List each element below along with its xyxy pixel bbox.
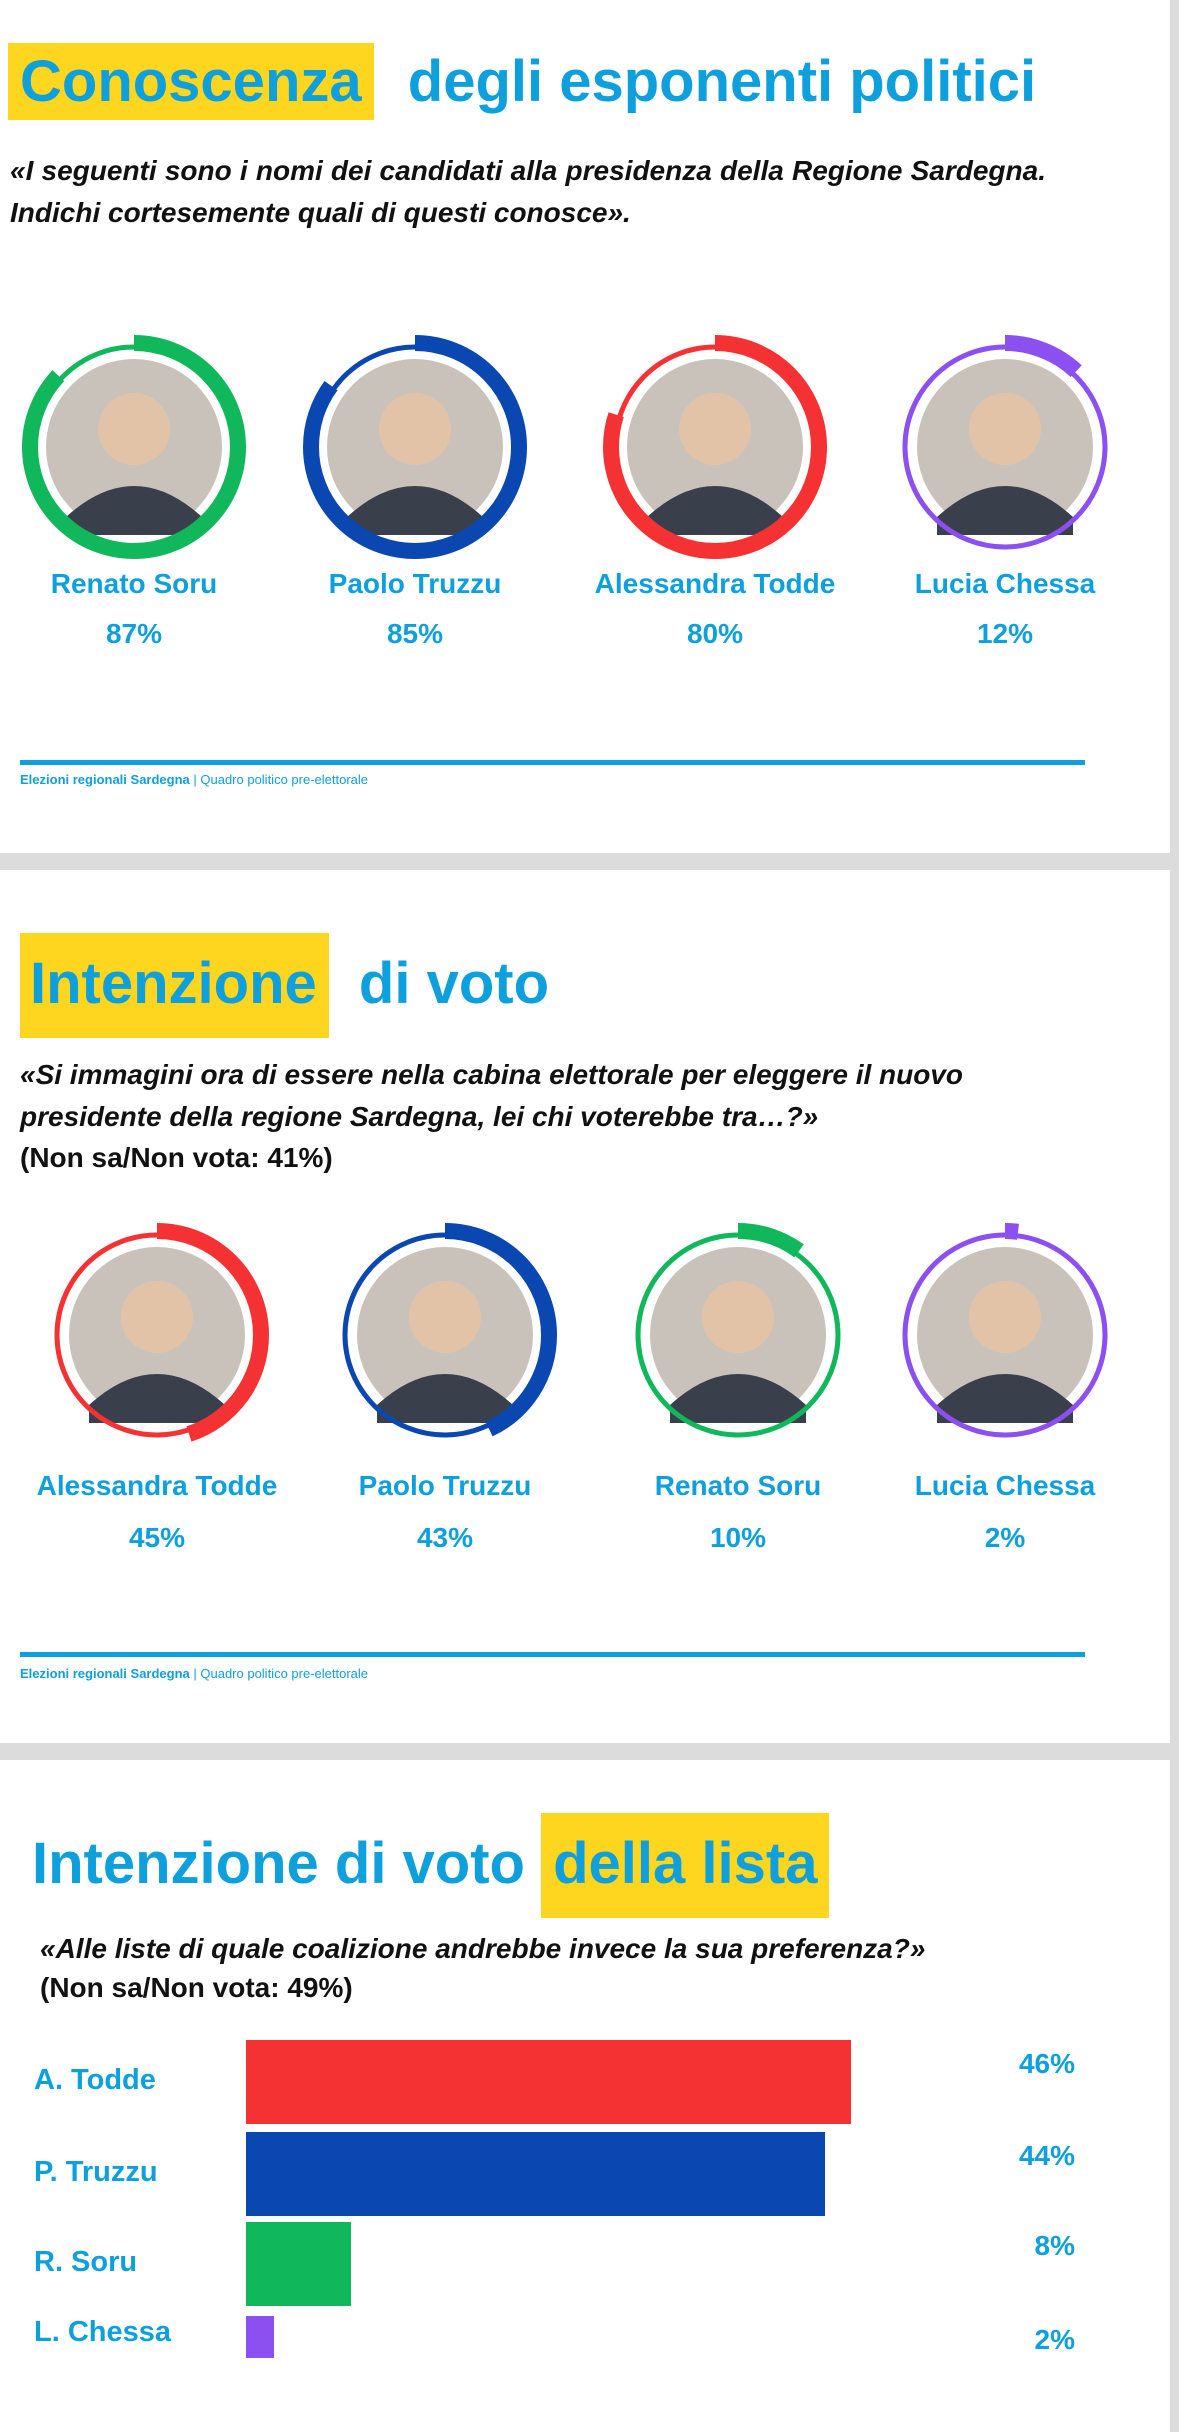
- knowledge-ring-renato-soru: [4, 317, 264, 577]
- slide1-title-rest: degli esponenti politici: [407, 49, 1037, 114]
- slide3-note: (Non sa/Non vota: 49%): [40, 1972, 353, 2003]
- list-label-r-soru: R. Soru: [34, 2246, 138, 2278]
- slide2-note: (Non sa/Non vota: 41%): [20, 1142, 333, 1173]
- avatar-paolo-truzzu: [357, 1247, 533, 1423]
- knowledge-value-paolo-truzzu: 85%: [386, 618, 444, 649]
- list-bar-p-truzzu: [246, 2132, 825, 2216]
- list-label-p-truzzu: P. Truzzu: [34, 2156, 158, 2188]
- knowledge-name-paolo-truzzu: Paolo Truzzu: [328, 568, 502, 599]
- slide3-title-highlight: della lista: [541, 1813, 829, 1918]
- slide2-footer: [20, 1666, 368, 1681]
- list-value-p-truzzu: 44%: [1018, 2140, 1075, 2171]
- slide2-footer-rule: [20, 1652, 1085, 1657]
- slide3-title: [32, 1830, 829, 1897]
- list-label-l-chessa: L. Chessa: [34, 2316, 171, 2348]
- slide2-title: [20, 950, 549, 1017]
- list-bar-l-chessa: [246, 2316, 274, 2358]
- knowledge-value-alessandra-todde: 80%: [686, 618, 744, 649]
- slide1-footer-rule: [20, 760, 1085, 765]
- slide2-title-highlight: Intenzione: [20, 933, 329, 1038]
- avatar-lucia-chessa: [917, 1247, 1093, 1423]
- list-bar-a-todde: [246, 2040, 851, 2124]
- list-label-a-todde: A. Todde: [34, 2064, 156, 2096]
- vote-name-paolo-truzzu: Paolo Truzzu: [358, 1470, 532, 1501]
- vote-ring-alessandra-todde: [27, 1205, 287, 1465]
- list-value-r-soru: 8%: [1034, 2230, 1075, 2261]
- knowledge-ring-lucia-chessa: [875, 317, 1135, 577]
- slide1-title: [8, 48, 1036, 115]
- slide3-question: «Alle liste di quale coalizione andrebbe invece la sua preferenza?»: [40, 1933, 926, 1964]
- vote-name-renato-soru: Renato Soru: [654, 1470, 822, 1501]
- list-value-a-todde: 46%: [1018, 2048, 1075, 2079]
- slide3-title-rest: Intenzione di voto: [32, 1831, 525, 1896]
- avatar-renato-soru: [650, 1247, 826, 1423]
- avatar-alessandra-todde: [627, 359, 803, 535]
- avatar-renato-soru: [46, 359, 222, 535]
- vote-ring-paolo-truzzu: [315, 1205, 575, 1465]
- slide2-question: «Si immagini ora di essere nella cabina elettorale per eleggere il nuovo presidente della regione Sardegna, lei chi voterebbe tra…?»: [20, 1059, 964, 1132]
- vote-value-paolo-truzzu: 43%: [416, 1522, 474, 1553]
- vote-value-alessandra-todde: 45%: [128, 1522, 186, 1553]
- slide2-title-rest: di voto: [358, 951, 549, 1016]
- slide-voto-lista: [0, 1760, 1170, 2432]
- avatar-lucia-chessa: [917, 359, 1093, 535]
- slide2-footer-rest: | Quadro politico pre-elettorale: [189, 1666, 369, 1681]
- slide1-footer-rest: | Quadro politico pre-elettorale: [189, 772, 369, 787]
- slide1-question: «I seguenti sono i nomi dei candidati alla presidenza della Regione Sardegna. Indichi cortesemente quali di questi conosce».: [10, 155, 1046, 228]
- list-value-l-chessa: 2%: [1034, 2324, 1075, 2355]
- knowledge-ring-alessandra-todde: [585, 317, 845, 577]
- vote-ring-renato-soru: [608, 1205, 868, 1465]
- vote-ring-lucia-chessa: [875, 1205, 1135, 1465]
- avatar-alessandra-todde: [69, 1247, 245, 1423]
- slide2-footer-bold: Elezioni regionali Sardegna: [20, 1666, 190, 1681]
- slide1-title-highlight: Conoscenza: [8, 43, 374, 120]
- knowledge-value-lucia-chessa: 12%: [976, 618, 1034, 649]
- slide-intenzione-voto: [0, 870, 1170, 1743]
- slide1-footer: [20, 772, 368, 787]
- slide1-footer-bold: Elezioni regionali Sardegna: [20, 772, 190, 787]
- vote-value-renato-soru: 10%: [709, 1522, 767, 1553]
- knowledge-name-alessandra-todde: Alessandra Todde: [594, 568, 836, 599]
- knowledge-name-lucia-chessa: Lucia Chessa: [914, 568, 1096, 599]
- vote-name-alessandra-todde: Alessandra Todde: [36, 1470, 278, 1501]
- vote-value-lucia-chessa: 2%: [984, 1522, 1026, 1553]
- slide-conoscenza: [0, 0, 1170, 853]
- vote-name-lucia-chessa: Lucia Chessa: [914, 1470, 1096, 1501]
- knowledge-value-renato-soru: 87%: [105, 618, 163, 649]
- list-bar-r-soru: [246, 2222, 351, 2306]
- knowledge-name-renato-soru: Renato Soru: [50, 568, 218, 599]
- avatar-paolo-truzzu: [327, 359, 503, 535]
- knowledge-ring-paolo-truzzu: [285, 317, 545, 577]
